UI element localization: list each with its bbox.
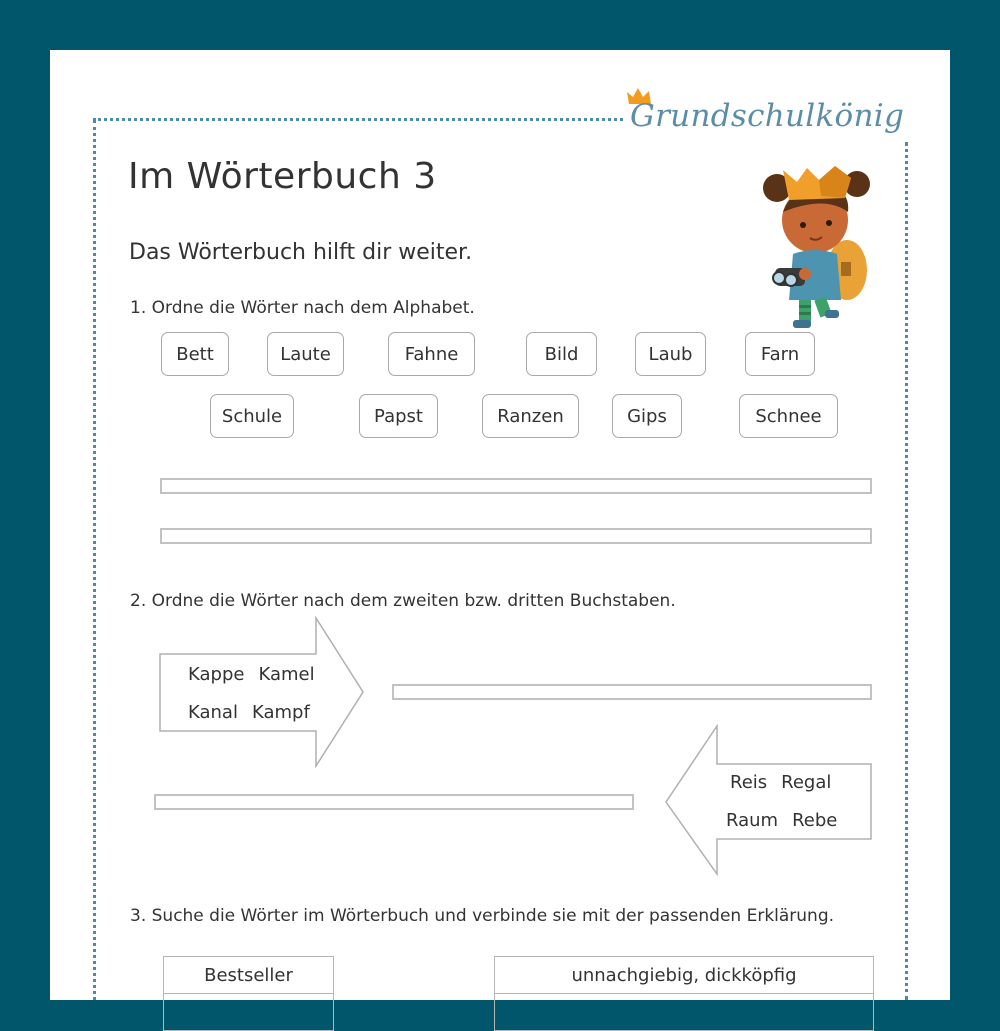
word-item: Kanal: [188, 702, 238, 723]
word-item: Raum: [726, 810, 779, 831]
word-cell[interactable]: [164, 994, 334, 1031]
arrow-left-words: [726, 764, 837, 840]
word-card[interactable]: Bild: [526, 332, 597, 376]
arrow-right-words: [188, 656, 315, 732]
word-card[interactable]: Laute: [267, 332, 344, 376]
word-card[interactable]: Gips: [612, 394, 682, 438]
task-3-instruction: 3. Suche die Wörter im Wörterbuch und verbinde sie mit der passenden Erklärung.: [130, 906, 835, 926]
definition-cell[interactable]: unnachgiebig, dickköpfig: [495, 957, 874, 994]
answer-line-2[interactable]: [160, 528, 872, 544]
mascot-illustration-icon: [755, 150, 880, 330]
word-card[interactable]: Fahne: [388, 332, 475, 376]
word-card[interactable]: Schnee: [739, 394, 838, 438]
word-item: Kappe: [188, 664, 245, 685]
answer-line-1[interactable]: [160, 478, 872, 494]
answer-line-4[interactable]: [154, 794, 634, 810]
word-card[interactable]: Schule: [210, 394, 294, 438]
answer-line-3[interactable]: [392, 684, 872, 700]
page-title: Im Wörterbuch 3: [128, 156, 437, 197]
word-table: [163, 956, 334, 1031]
word-item: Reis: [730, 772, 768, 793]
definition-table: [494, 956, 874, 1031]
dotted-frame-left: [93, 120, 96, 1000]
dotted-frame-top: [93, 118, 623, 121]
word-cell[interactable]: Bestseller: [164, 957, 334, 994]
word-card[interactable]: Laub: [635, 332, 706, 376]
word-item: Regal: [781, 772, 832, 793]
word-card[interactable]: Papst: [359, 394, 438, 438]
worksheet-page: [50, 50, 950, 1000]
word-card[interactable]: Ranzen: [482, 394, 579, 438]
task-2-instruction: 2. Ordne die Wörter nach dem zweiten bzw. dritten Buchstaben.: [130, 591, 676, 611]
definition-cell[interactable]: [495, 994, 874, 1031]
word-item: Rebe: [792, 810, 838, 831]
word-card[interactable]: Bett: [161, 332, 229, 376]
word-item: Kamel: [258, 664, 315, 685]
dotted-frame-right: [905, 142, 908, 1000]
brand-logo: Grundschulkönig: [630, 98, 905, 134]
page-subtitle: Das Wörterbuch hilft dir weiter.: [129, 240, 473, 265]
task-1-instruction: 1. Ordne die Wörter nach dem Alphabet.: [130, 298, 475, 318]
word-item: Kampf: [251, 702, 310, 723]
word-card[interactable]: Farn: [745, 332, 815, 376]
